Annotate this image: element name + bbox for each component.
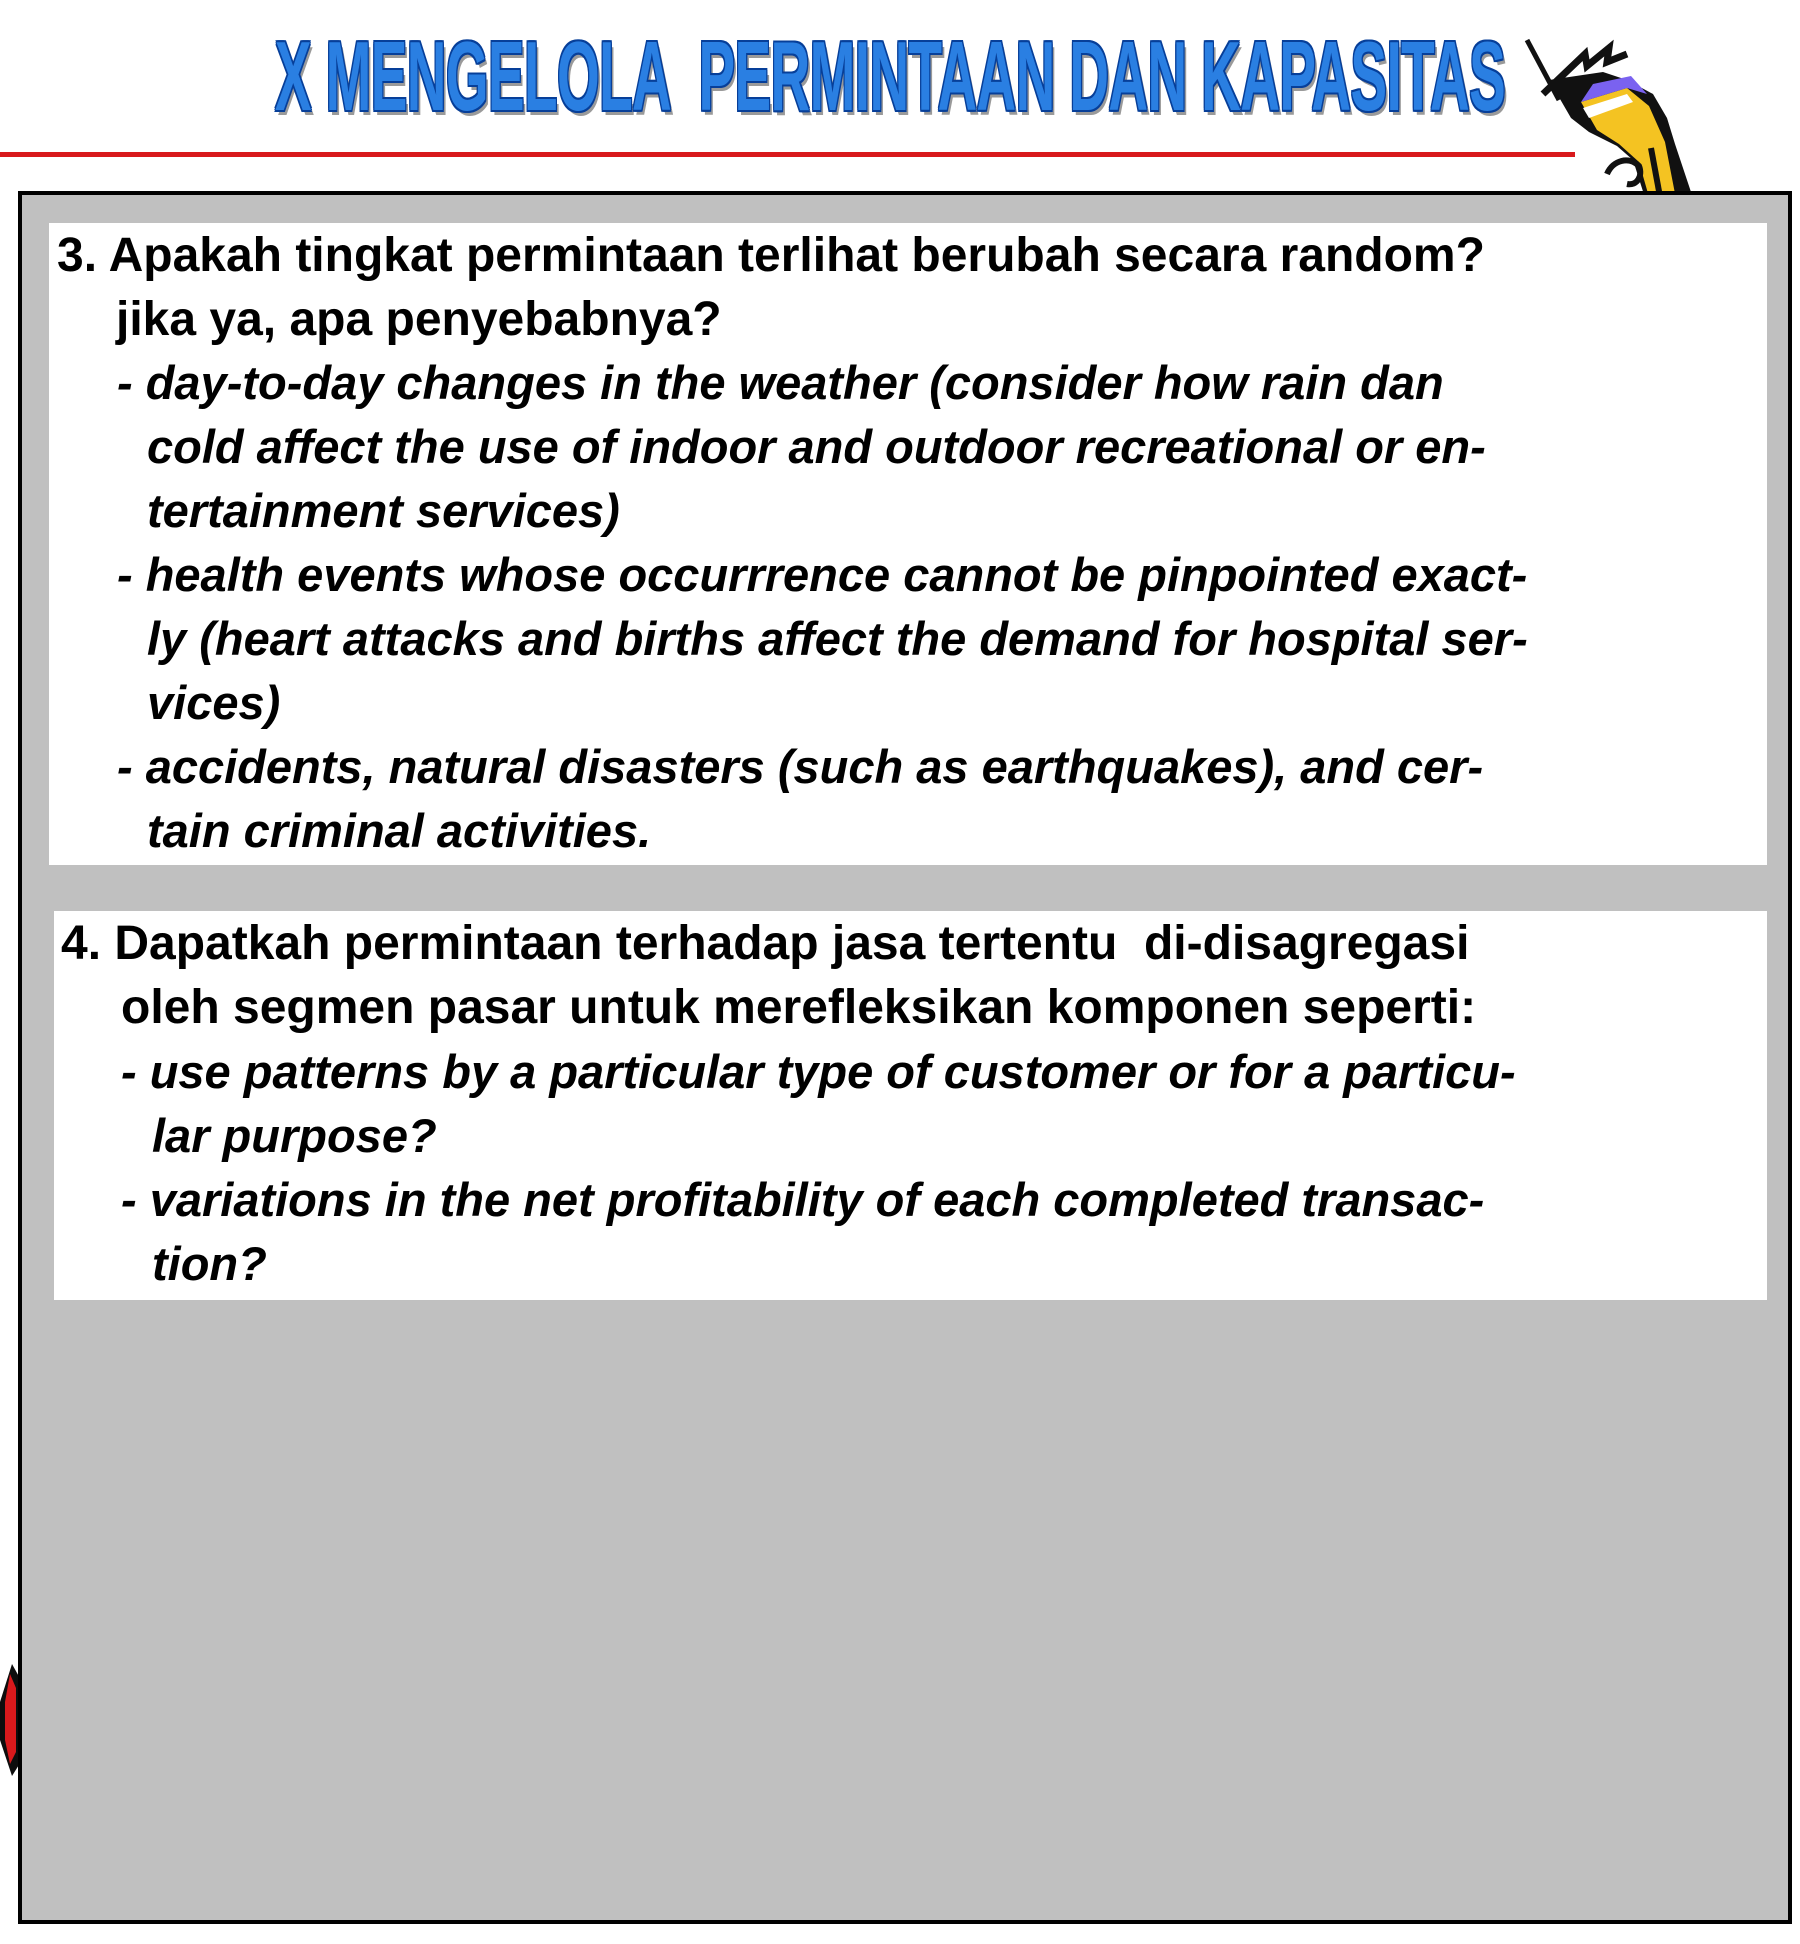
question-4-panel <box>54 911 1767 1300</box>
question-3-bullet-1-line-1: - day-to-day changes in the weather (consider how rain dan <box>117 356 1444 409</box>
question-3-bullet-1-line-2: cold affect the use of indoor and outdoor recreational or en- <box>147 420 1486 473</box>
question-3-heading-line-1: 3. Apakah tingkat permintaan terlihat berubah secara random? <box>57 229 1485 282</box>
question-3-bullet-3-line-2: tain criminal activities. <box>147 804 652 857</box>
question-4-heading-line-1: 4. Dapatkah permintaan terhadap jasa tertentu di-disagregasi <box>61 917 1470 970</box>
question-4-bullet-1-line-2: lar purpose? <box>152 1109 437 1162</box>
question-3-heading-line-2: jika ya, apa penyebabnya? <box>116 293 722 346</box>
question-3-bullet-2-line-1: - health events whose occurrrence cannot be pinpointed exact- <box>117 548 1528 601</box>
question-3-bullet-2-line-2: ly (heart attacks and births affect the demand for hospital ser- <box>147 612 1528 665</box>
title-divider <box>0 152 1575 157</box>
question-4-bullet-2-line-2: tion? <box>152 1237 267 1290</box>
question-3-bullet-3-line-1: - accidents, natural disasters (such as earthquakes), and cer- <box>117 740 1484 793</box>
question-4-bullet-2-line-1: - variations in the net profitability of each completed transac- <box>121 1173 1485 1226</box>
question-3-bullet-1-line-3: tertainment services) <box>147 484 620 537</box>
question-3-bullet-2-line-3: vices) <box>147 676 281 729</box>
question-4-heading-line-2: oleh segmen pasar untuk merefleksikan komponen seperti: <box>121 981 1477 1034</box>
question-3-panel <box>49 223 1767 865</box>
pencil-icon <box>1515 24 1695 204</box>
slide-title: X MENGELOLA PERMINTAAN DAN KAPASITAS <box>274 21 1506 131</box>
question-4-bullet-1-line-1: - use patterns by a particular type of customer or for a particu- <box>121 1045 1516 1098</box>
content-frame <box>18 191 1792 1924</box>
